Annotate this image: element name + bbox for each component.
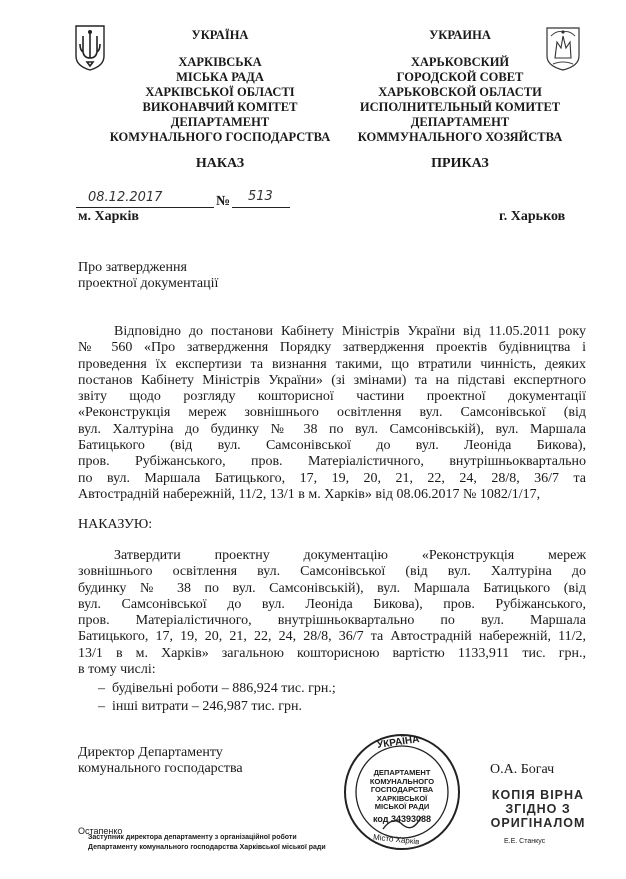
body-line: в тому числі: <box>78 662 156 678</box>
stamp-line: ХАРКІВСЬКОЇ <box>376 793 428 803</box>
header-left-line: МІСЬКА РАДА <box>176 70 264 84</box>
header-right-line: ДЕПАРТАМЕНТ <box>410 115 510 129</box>
stamp-line: ГОСПОДАРСТВА <box>370 785 434 794</box>
preamble-line: вул. Халтуріна до будинку № 38 по вул. Самсонівській), вул. Маршала <box>78 421 586 437</box>
city-left: м. Харків <box>78 209 139 224</box>
header-left-line: ХАРКІВСЬКА <box>178 55 262 69</box>
preamble-line: по вул. Маршала Батицького, 17, 19, 20, 21, 22, 24, 28/8, 36/7 та <box>78 470 586 486</box>
preamble-line: звіту щодо розгляду кошторисної частини проектної документації <box>78 389 586 405</box>
header-right-line: ИСПОЛНИТЕЛЬНЫЙ КОМИТЕТ <box>359 100 561 114</box>
preamble-line: «Реконструкція мереж зовнішнього освітлення вул. Самсонівської (від <box>78 405 586 421</box>
body-line: зовнішнього освітлення вул. Самсонівської (від вул. Халтуріна до <box>78 564 586 580</box>
header-left-line: ВИКОНАВЧИЙ КОМІТЕТ <box>142 100 298 114</box>
body-line: Затвердити проектну документацію «Реконструкція мереж <box>114 548 586 563</box>
order-date: 08.12.2017 <box>88 190 163 205</box>
header-left-line: ХАРКІВСЬКОЇ ОБЛАСТІ <box>145 85 295 99</box>
order-number: 513 <box>248 189 273 204</box>
footer-line: Департаменту комунального господарства Харківської міської ради <box>88 844 326 851</box>
order-word: НАКАЗУЮ: <box>78 517 153 532</box>
executor: Остапенко <box>78 826 123 836</box>
position-line: Директор Департаменту <box>78 745 223 760</box>
body-line: вул. Самсонівської до вул. Леоніда Бикова), пров. Рубіжанського, <box>78 596 586 612</box>
order-number-sign: № <box>216 194 231 209</box>
stamp-ring-bottom: Місто Харків <box>372 832 420 847</box>
stamp-body <box>357 769 447 823</box>
header-left <box>90 28 350 145</box>
stamp-line: ДЕПАРТАМЕНТ <box>373 768 431 777</box>
stamp-line: КОМУНАЛЬНОГО <box>369 776 435 786</box>
subject <box>78 260 218 293</box>
body-line: будинку № 38 по вул. Самсонівській), вул. Маршала Батицького (від <box>78 580 586 596</box>
preamble-line: Батицького (від вул. Самсонівської до вул. Леоніда Бикова), <box>78 438 586 454</box>
bullet-text: будівельні роботи – 886,924 тис. грн.; <box>112 681 336 696</box>
subject-line: проектної документації <box>78 276 219 292</box>
signatory-position <box>78 745 243 778</box>
footer-line: Заступник директора департаменту з організаційної роботи <box>88 834 297 841</box>
body-line: пров. Матеріалістичного, внутрішньоквартально по вул. Маршала <box>78 613 586 629</box>
bullet-text: інші витрати – 246,987 тис. грн. <box>112 699 302 715</box>
doc-type-right: ПРИКАЗ <box>431 156 489 171</box>
copy-signer: Е.Е. Станкус <box>504 838 546 845</box>
stamp-code: код 34393088 <box>372 813 432 824</box>
header-left-line: КОМУНАЛЬНОГО ГОСПОДАРСТВА <box>109 130 331 144</box>
number-underline <box>232 207 290 208</box>
header-left-country: УКРАЇНА <box>191 28 249 42</box>
copy-stamp-line: ЗГІДНО З <box>505 802 571 816</box>
order-body <box>78 548 586 678</box>
header-right-line: ГОРОДСКОЙ СОВЕТ <box>396 70 524 84</box>
header-right-line: КОММУНАЛЬНОГО ХОЗЯЙСТВА <box>357 130 563 144</box>
list-item: – будівельні роботи – 886,924 тис. грн.; <box>98 681 336 696</box>
date-underline <box>76 207 214 208</box>
subject-line: Про затвердження <box>78 260 187 275</box>
official-round-stamp <box>343 733 461 851</box>
header-right <box>340 28 580 145</box>
header-left-line: ДЕПАРТАМЕНТ <box>170 115 270 129</box>
stamp-line: МІСЬКОЇ РАДИ <box>374 802 430 811</box>
stamp-ring-top: УКРАЇНА <box>376 734 421 751</box>
preamble-line: пров. Рубіжанського, пров. Матеріалістичного, внутрішньоквартально <box>78 454 586 470</box>
list-item: – інші витрати – 246,987 тис. грн. <box>98 699 302 715</box>
body-line: 13/1 в м. Харків» загальною кошторисною вартістю 1133,911 тис. грн., <box>78 645 586 661</box>
signatory-name: О.А. Богач <box>490 762 555 777</box>
preamble-line: Відповідно до постанови Кабінету Міністрів України від 11.05.2011 року <box>114 324 586 339</box>
preamble-line: Автострадній набережній, 11/2, 13/1 в м. Харків» від 08.06.2017 № 1082/1/17, <box>78 486 541 502</box>
copy-stamp-line: КОПІЯ ВІРНА <box>491 788 585 802</box>
preamble-line: проведення їх експертизи та визнання такими, що втратили чинність, деяких <box>78 356 586 372</box>
body-line: Батицького, 17, 19, 20, 21, 22, 24, 28/8, 36/7 та Автострадній набережній, 11/2, <box>78 629 586 645</box>
position-line: комунального господарства <box>78 761 243 777</box>
copy-stamp-line: ОРИГІНАЛОМ <box>490 816 586 830</box>
doc-type-left: НАКАЗ <box>195 156 245 171</box>
header-right-country: УКРАИНА <box>429 28 491 42</box>
copy-certified-stamp <box>490 788 586 830</box>
preamble-line: постанов Кабінету Міністрів України» (зі змінами) та на підставі експертного <box>78 372 586 388</box>
city-right: г. Харьков <box>499 209 566 224</box>
preamble-line: № 560 «Про затвердження Порядку затвердження проектів будівництва і <box>78 340 586 356</box>
header-right-line: ХАРЬКОВСКИЙ <box>410 55 510 69</box>
header-right-line: ХАРЬКОВСКОЙ ОБЛАСТИ <box>378 85 542 99</box>
bullet-list <box>98 681 336 716</box>
preamble <box>78 324 586 503</box>
